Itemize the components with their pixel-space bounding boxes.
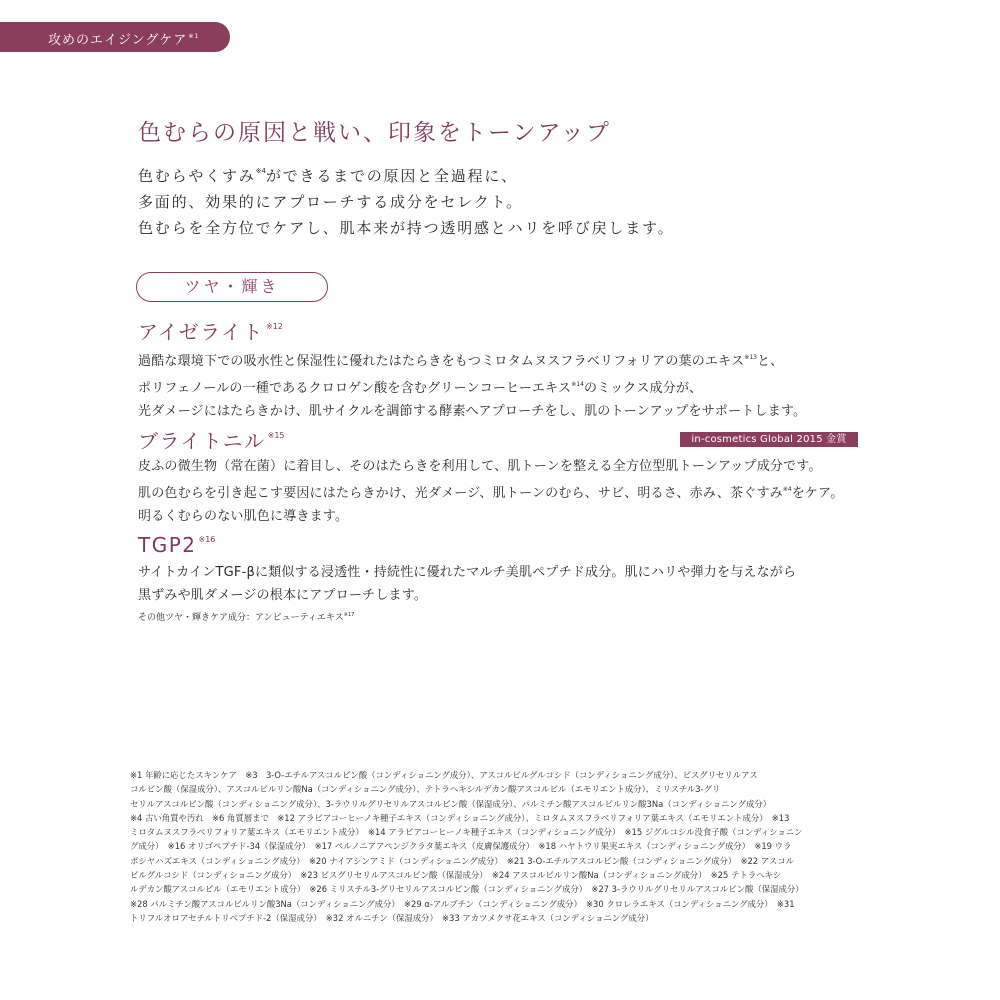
footnote-line: トリフルオロアセチルトリペプチド-2（保湿成分） ※32 オルニチン（保湿成分） ※33 アカツメクサ花エキス（コンディショニング成分） (130, 912, 654, 923)
footnote-line: ※1 年齢に応じたスキンケア ※3 3-O-エチルアスコルビン酸（コンディショニング成分）、アスコルビルグルコシド（コンディショニング成分）、ビスグリセリルアス (130, 770, 758, 780)
ingredient-1-line-2 (138, 373, 806, 400)
ingredient-description-2 (138, 455, 843, 528)
ingredient-description-3 (138, 561, 796, 607)
ingredient-1-line-2-note: ※14 (571, 381, 584, 388)
ingredient-1-line-3: 光ダメージにはたらきかけ、肌サイクルを調節する酵素へアプローチをし、肌のトーンアップをサポートします。 (138, 404, 807, 419)
footnote-line: ミロタムヌスフラベリフォリア葉エキス（エモリエント成分） ※14 アラビアコーヒーノキ種子エキス（コンディショニング成分） ※15 ジグルコシル没食子酸（コンディショニン (130, 827, 803, 838)
intro-line-3: 色むらを全方位でケアし、肌本来が持つ透明感とハリを呼び戻します。 (138, 219, 675, 237)
section-tab-note: ※1 (188, 33, 200, 40)
ingredient-description-1 (138, 346, 806, 423)
ingredient-title-3 (138, 533, 215, 557)
category-pill: ツヤ・輝き (136, 272, 328, 302)
ingredient-1-line-1 (138, 346, 806, 373)
ingredient-1-line-1-b: と、 (756, 354, 784, 369)
footnote-line: グ成分） ※16 オリゴペプチド-34（保湿成分） ※17 ペルノニアアペンジクラタ葉エキス（皮膚保護成分） ※18 ハヤトウリ果実エキス（コンディショニング成分） ※19 ウラ (130, 841, 792, 852)
ingredient-1-line-1-note: ※13 (744, 354, 757, 361)
ingredient-2-line-1: 皮ふの微生物（常在菌）に着目し、そのはたらきを利用して、肌トーンを整える全方位型肌トーンアップ成分です。 (138, 459, 822, 474)
section-tab-label: 攻めのエイジングケア (48, 33, 188, 48)
ingredient-2-line-2-b: をケア。 (791, 486, 844, 501)
ingredient-1-line-1-a: 過酷な環境下での吸水性と保湿性に優れたはたらきをもつミロタムヌスフラベリフォリアの葉のエキス (138, 354, 745, 369)
intro-line-1-text-a: 色むらやくすみ (138, 167, 256, 185)
other-ingredients-note: ※17 (343, 612, 355, 618)
page-headline: 色むらの原因と戦い、印象をトーンアップ (138, 120, 611, 146)
intro-line-2: 多面的、効果的にアプローチする成分をセレクト。 (138, 193, 523, 211)
intro-line-1 (138, 158, 674, 189)
footnote-line: セリルアスコルビン酸（コンディショニング成分）、3-ラウリルグリセリルアスコルビン酸（保湿成分）、パルミチン酸アスコルビルリン酸3Na（コンディショニング成分） (130, 798, 772, 809)
ingredient-1-line-2-b: のミックス成分が、 (583, 381, 703, 396)
award-badge: in-cosmetics Global 2015 金賞 (680, 432, 858, 447)
other-ingredients-text: その他ツヤ・輝きケア成分：アンビューティエキス (138, 613, 344, 623)
ingredient-name-1: アイゼライト (138, 320, 264, 344)
ingredient-2-line-2-a: 肌の色むらを引き起こす要因にはたらきかけ、光ダメージ、肌トーンのむら、サビ、明るさ、赤み、茶ぐすみ (138, 486, 783, 501)
footnotes (130, 768, 875, 925)
footnote-line: ※28 パルミチン酸アスコルビルリン酸3Na（コンディショニング成分） ※29 α-アルブチン（コンディショニング成分） ※30 クロレラエキス（コンディショニング成分） ※31 (130, 898, 795, 909)
footnote-line: ※4 古い角質や汚れ ※6 角質層まで ※12 アラビアコーヒーノキ種子エキス（コンディショニング成分）、ミロタムヌスフラベリフォリア葉エキス（エモリエント成分） ※13 (130, 812, 790, 823)
ingredient-2-line-2 (138, 478, 843, 505)
ingredient-3-line-1: サイトカインTGF-βに類似する浸透性・持続性に優れたマルチ美肌ペプチド成分。肌にハリや弾力を与えながら (138, 565, 797, 580)
ingredient-note-2: ※15 (267, 431, 285, 440)
ingredient-note-1: ※12 (266, 322, 283, 331)
footnote-line: ビルグルコシド（コンディショニング成分） ※23 ビスグリセリルアスコルビン酸（保湿成分） ※24 アスコルビルリン酸Na（コンディショニング成分） ※25 テトラヘキシ (130, 870, 782, 881)
ingredient-2-line-3: 明るくむらのない肌色に導きます。 (138, 509, 349, 524)
intro-line-1-text-b: ができるまでの原因と全過程に、 (265, 167, 518, 185)
ingredient-title-1 (138, 316, 283, 345)
footnote-line: コルビン酸（保湿成分）、アスコルビルリン酸Na（コンディショニング成分）、テトラヘキシルデカン酸アスコルビル（エモリエント成分）、ミリスチル3-グリ (130, 784, 721, 795)
ingredient-note-3: ※16 (198, 535, 216, 544)
ingredient-3-line-2: 黒ずみや肌ダメージの根本にアプローチします。 (138, 588, 428, 603)
ingredient-title-2 (138, 425, 285, 454)
ingredient-name-3: TGP2 (138, 533, 197, 557)
other-ingredients (138, 610, 354, 623)
intro-paragraph (138, 158, 674, 241)
ingredient-2-line-2-note: ※4 (782, 486, 792, 493)
intro-line-1-note: ※4 (255, 167, 266, 175)
section-tab (0, 22, 230, 52)
ingredient-1-line-2-a: ポリフェノールの一種であるクロロゲン酸を含むグリーンコーヒーエキス (138, 381, 572, 396)
ingredient-name-2: ブライトニル (138, 429, 266, 453)
footnote-line: ボシヤハズエキス（コンディショニング成分） ※20 ナイアシンアミド（コンディショニング成分） ※21 3-O-エチルアスコルビン酸（コンディショニング成分） ※22 アスコル (130, 855, 794, 866)
footnote-line: ルデカン酸アスコルビル（エモリエント成分） ※26 ミリスチル3-グリセリルアスコルビン酸（コンディショニング成分） ※27 3-ラウリルグリセリルアスコルビン酸（保湿成分） (130, 884, 804, 895)
